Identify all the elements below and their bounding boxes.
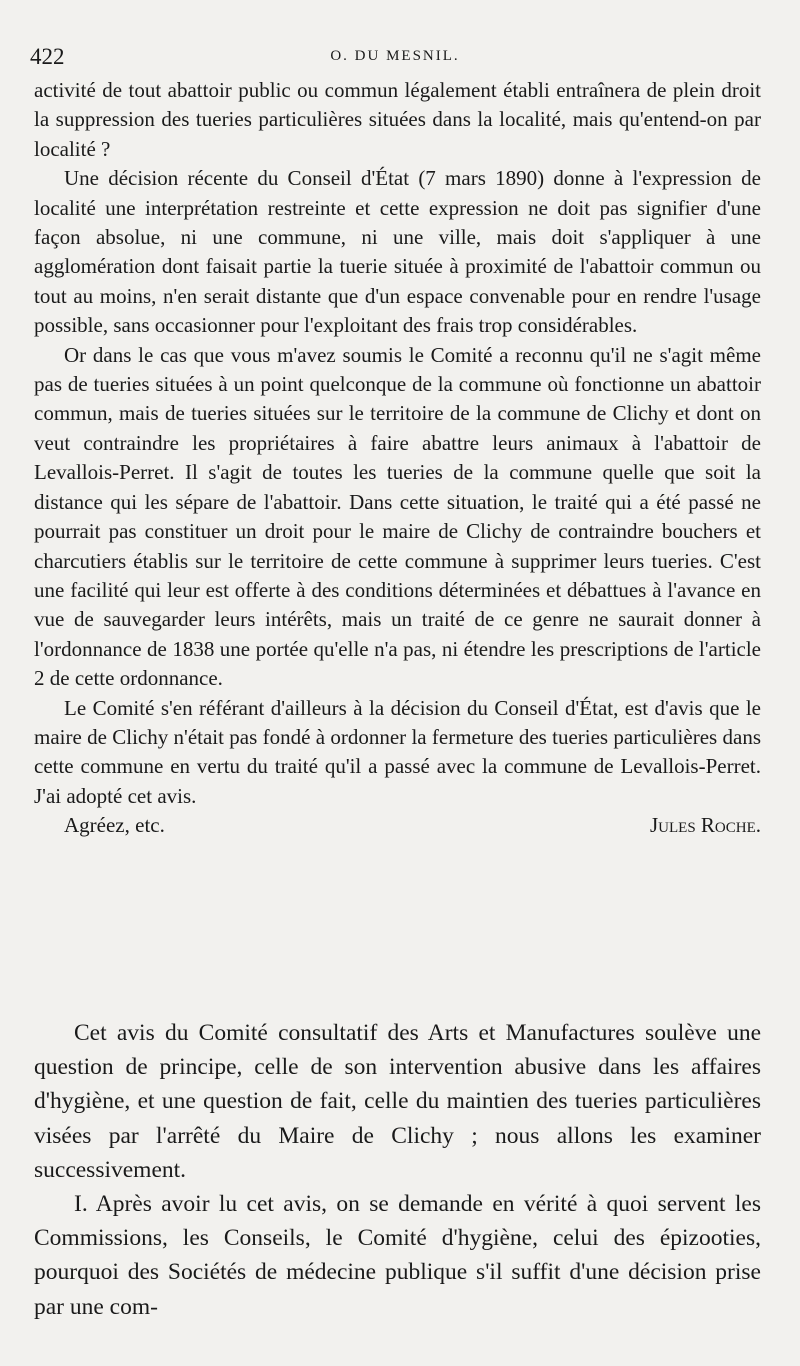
paragraph: activité de tout abattoir public ou commun légalement établi entraînera de plein droit la suppression des tueries particulières situées dans la localité, mais qu'entend-on par localité ?	[34, 78, 761, 161]
paragraph: Cet avis du Comité consultatif des Arts et Manufactures soulève une question de principe, celle de son intervention abusive dans les affaires d'hygiène, et une question de fait, celle du maintien des tueries particulières visées par l'arrêté du Maire de Clichy ; nous allons les examiner successivement.	[34, 1020, 761, 1183]
signature: Jules Roche.	[649, 813, 761, 838]
page-header	[30, 44, 760, 74]
paragraph: Or dans le cas que vous m'avez soumis le Comité a reconnu qu'il ne s'agit même pas de tueries situées à un point quelconque de la commune où fonctionne un abattoir commun, mais de tueries situées sur le territoire de la commune de Clichy et dont on veut contraindre les propriétaires à faire abattre leurs animaux à l'abattoir de Levallois-Perret. Il s'agit de toutes les tueries de la commune quelle que soit la distance qui les sépare de l'abattoir. Dans cette situation, le traité qui a été passé ne pourrait pas constituer un droit pour le maire de Clichy de contraindre bouchers et charcutiers établis sur le territoire de cette commune à supprimer leurs tueries. C'est une facilité qui leur est offerte à des conditions déterminées et débattues à l'avance en vue de sauvegarder leurs intérêts, mais un traité de ce genre ne saurait donner à l'ordonnance de 1838 une portée qu'elle n'a pas, ni étendre les prescriptions de l'article 2 de cette ordonnance.	[34, 342, 761, 691]
paragraph: I. Après avoir lu cet avis, on se demande en vérité à quoi servent les Commissions, les Conseils, le Comité d'hygiène, celui des épizooties, pourquoi des Sociétés de médecine publique s'il suffit d'une décision prise par une com-	[34, 1191, 761, 1320]
letter-closing	[34, 811, 761, 840]
commentary-body	[34, 1016, 761, 1324]
page-number: 422	[30, 44, 65, 69]
salutation: Agréez, etc.	[64, 813, 165, 838]
letter-body	[34, 76, 761, 841]
paragraph: Une décision récente du Conseil d'État (7 mars 1890) donne à l'expression de localité une interprétation restreinte et cette expression ne doit pas signifier d'une façon absolue, ni une commune, ni une ville, mais doit s'appliquer à une agglomération dont faisait partie la tuerie située à proximité de l'abattoir commun ou tout au moins, n'en serait distante que d'un espace convenable pour en rendre l'usage possible, sans occasionner pour l'exploitant des frais trop considérables.	[34, 166, 761, 338]
running-head: O. DU MESNIL.	[330, 48, 460, 64]
paragraph: Le Comité s'en référant d'ailleurs à la décision du Conseil d'État, est d'avis que le maire de Clichy n'était pas fondé à ordonner la fermeture des tueries particulières dans cette commune en vertu du traité qu'il a passé avec la commune de Levallois-Perret. J'ai adopté cet avis.	[34, 695, 761, 808]
